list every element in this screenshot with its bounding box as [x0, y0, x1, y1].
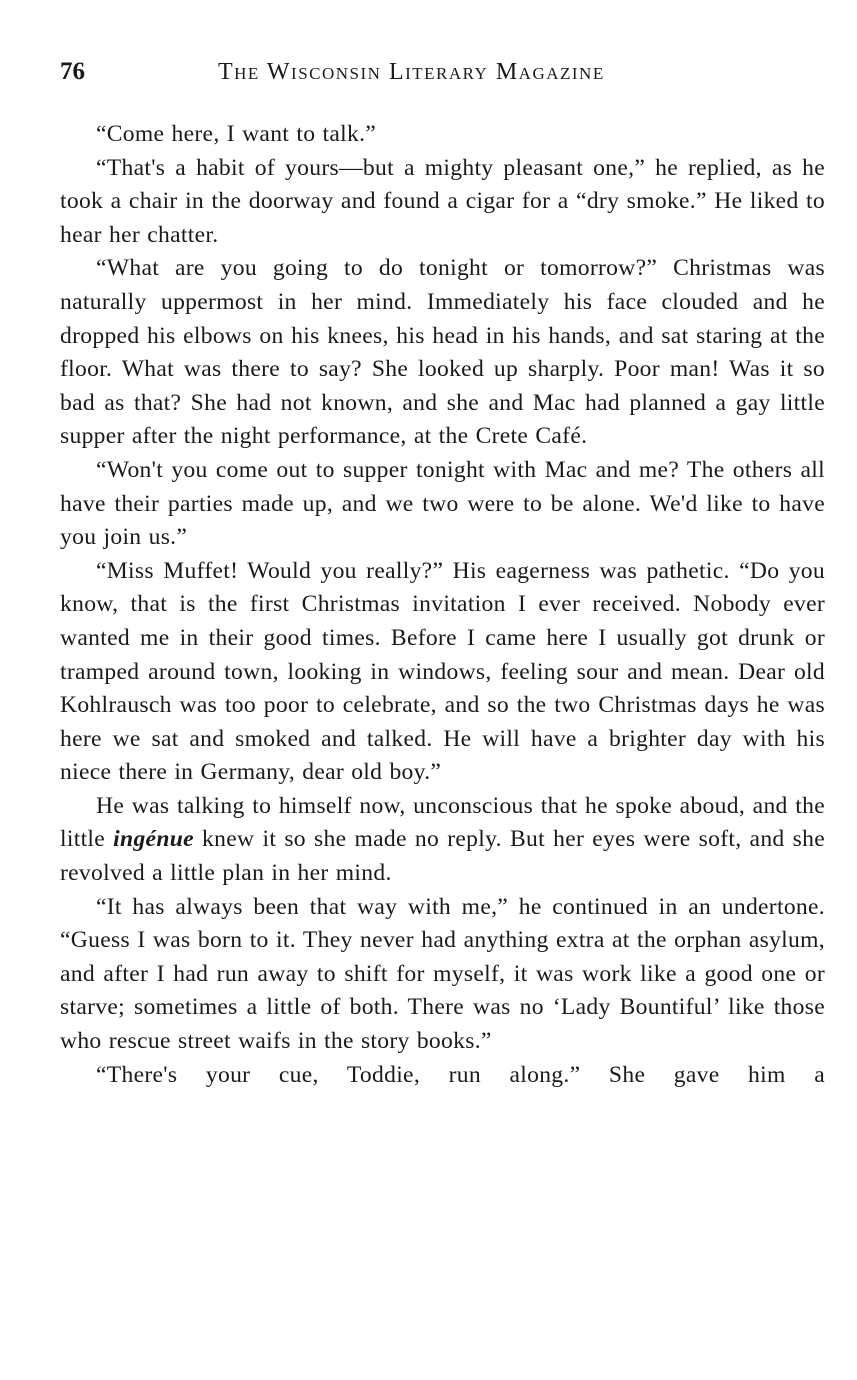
paragraph: “Come here, I want to talk.” [96, 121, 377, 147]
page-number: 76 [60, 58, 85, 85]
paragraph: “That's a habit of yours—but a mighty pleasant one,” he replied, as he took a chair in the doorway and found a cigar for a “dry smoke.” He liked to hear her chatter. [60, 154, 825, 248]
paragraph [60, 790, 825, 891]
paragraph: “It has always been that way with me,” he continued in an undertone. “Guess I was born to it. They never had anything extra at the orphan asylum, and after I had run away to shift for myself, it was work like a good one or starve; sometimes a little of both. There was no ‘Lady Bountiful’ like those who rescue street waifs in the story books.” [60, 893, 825, 1055]
body-text [60, 118, 825, 1092]
italic-word: ingénue [113, 826, 194, 853]
paragraph: “What are you going to do tonight or tomorrow?” Christmas was naturally uppermost in her mind. Immediately his face clouded and he dropped his elbows on his knees, his head in his hands, and sat staring at the floor. What was there to say? She looked up sharply. Poor man! Was it so bad as that? She had not known, and she and Mac had planned a gay little supper after the night performance, at the Crete Café. [60, 255, 825, 450]
paragraph: “Won't you come out to supper tonight with Mac and me? The others all have their parties made up, and we two were to be alone. We'd like to have you join us.” [60, 456, 825, 551]
page-header [60, 58, 825, 98]
paragraph-text: knew it so she made no reply. But her eyes were soft, and she revolved a little plan in her mind. [60, 826, 825, 887]
paragraph-text: He was talking to himself now, unconscious that he spoke aboud, and the little [60, 792, 825, 853]
magazine-page [60, 58, 825, 1092]
running-head: The Wisconsin Literary Magazine [218, 59, 605, 85]
paragraph: “There's your cue, Toddie, run along.” She gave him a [96, 1061, 825, 1088]
paragraph: “Miss Muffet! Would you really?” His eagerness was pathetic. “Do you know, that is the first Christmas invitation I ever received. Nobody ever wanted me in their good times. Before I came here I usually got drunk or tramped around town, looking in windows, feeling sour and mean. Dear old Kohlrausch was too poor to celebrate, and so the two Christmas days he was here we sat and smoked and talked. He will have a brighter day with his niece there in Germany, dear old boy.” [60, 557, 825, 786]
